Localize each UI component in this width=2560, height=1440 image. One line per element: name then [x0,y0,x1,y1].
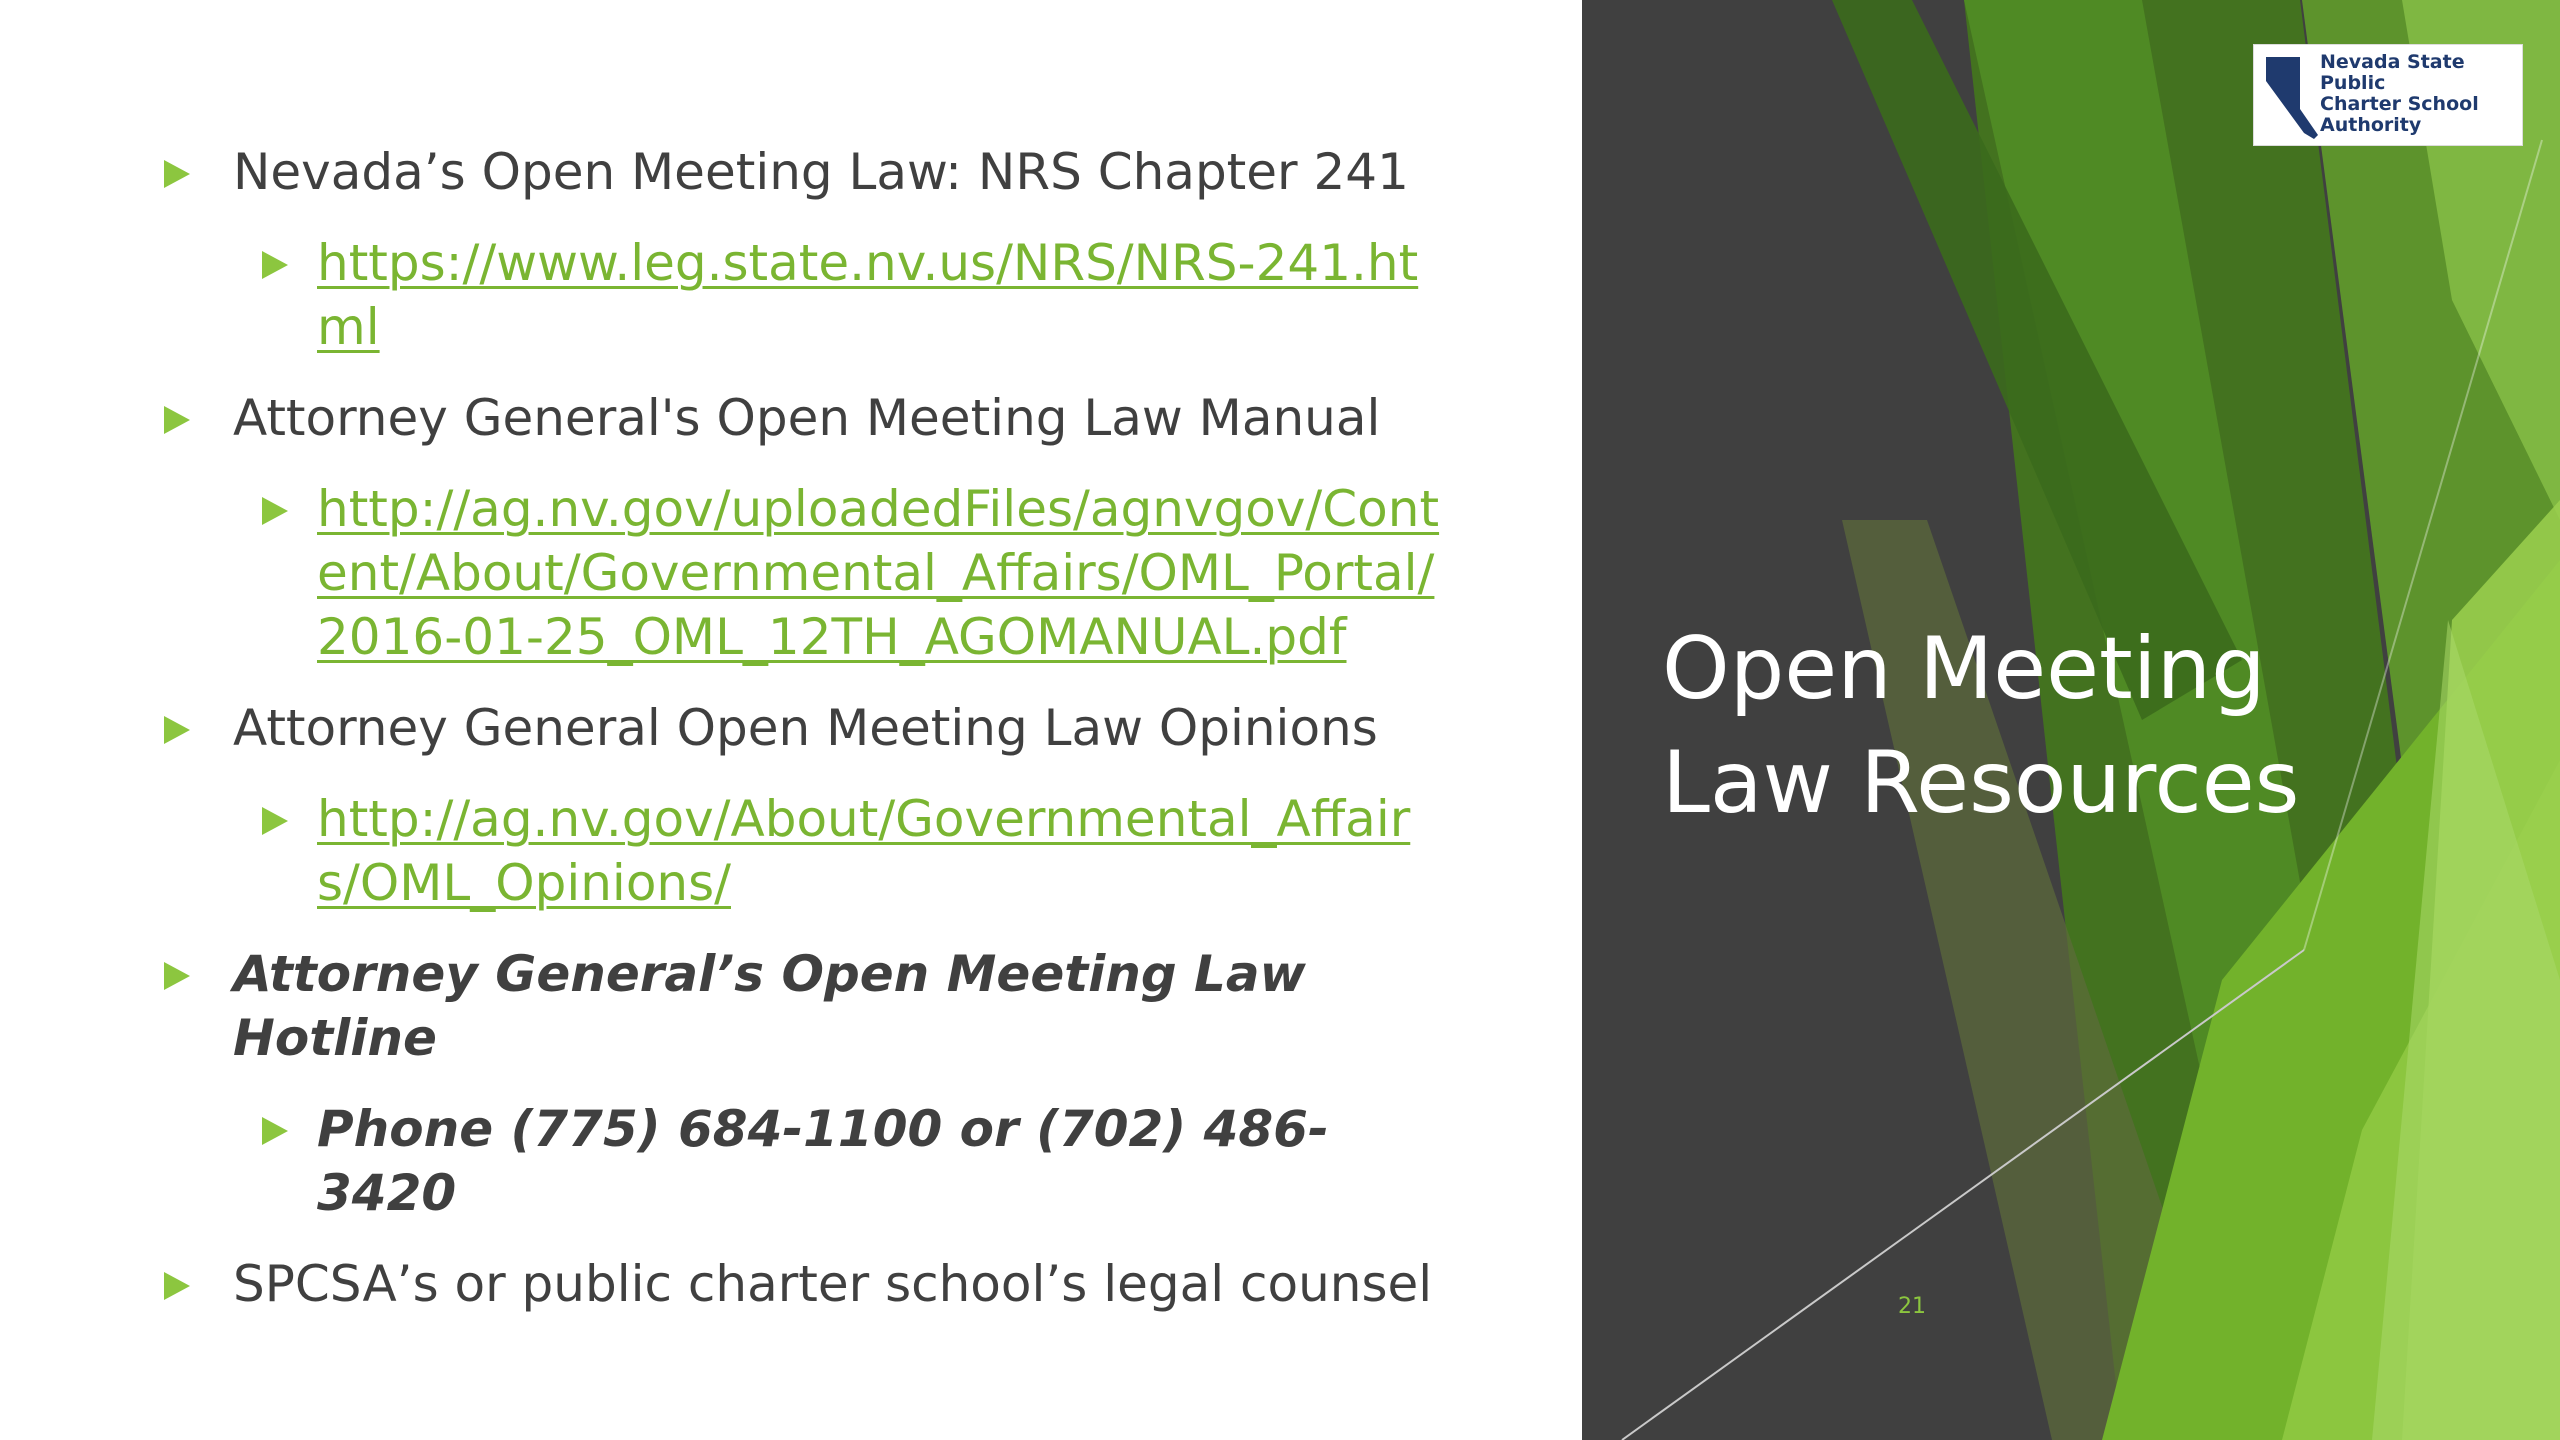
nevada-state-outline-icon [2262,51,2324,141]
bullet-text: Nevada’s Open Meeting Law: NRS Chapter 241 [233,143,1409,201]
bullet-manual-link [160,477,1450,669]
logo-line: Nevada State Public [2320,51,2465,94]
bullet-text: Attorney General's Open Meeting Law Manual [233,389,1381,447]
phone-numbers: Phone (775) 684-1100 or (702) 486-3420 [317,1100,1329,1222]
triangle-right-icon [164,406,190,434]
bullet-nevada-oml [160,140,1450,204]
bullet-ag-opinions [160,696,1450,760]
triangle-right-icon [164,160,190,188]
slide-number: 21 [1898,1294,1926,1319]
triangle-right-icon [164,716,190,744]
triangle-right-icon [164,962,190,990]
bullet-list [160,140,1450,1316]
slide-title [1662,612,2422,840]
triangle-right-icon [262,807,288,835]
bullet-ag-manual [160,386,1450,450]
logo-line: Authority [2320,114,2422,136]
ag-opinions-link[interactable]: http://ag.nv.gov/About/Governmental_Affairs/OML_Opinions/ [317,790,1411,912]
ag-manual-link[interactable]: http://ag.nv.gov/uploadedFiles/agnvgov/Content/About/Governmental_Affairs/OML_Portal/2016-01-25_OML_12TH_AGOMANUAL.pdf [317,480,1440,666]
bullet-legal-counsel [160,1252,1450,1316]
title-line: Law Resources [1662,733,2300,833]
bullet-nrs-link [160,231,1450,359]
triangle-right-icon [262,497,288,525]
nrs-241-link[interactable]: https://www.leg.state.nv.us/NRS/NRS-241.html [317,234,1419,356]
bullet-text: Attorney General’s Open Meeting Law Hotline [233,945,1306,1067]
logo-line: Charter School [2320,93,2479,115]
triangle-right-icon [262,1117,288,1145]
bullet-ag-hotline [160,942,1450,1070]
bullet-text: Attorney General Open Meeting Law Opinions [233,699,1378,757]
triangle-right-icon [164,1272,190,1300]
bullet-text: SPCSA’s or public charter school’s legal counsel [233,1255,1433,1313]
spcsa-logo [2253,44,2523,146]
triangle-right-icon [262,251,288,279]
logo-text [2320,52,2520,136]
bullet-opinions-link [160,787,1450,915]
bullet-phone [160,1097,1450,1225]
title-line: Open Meeting [1662,619,2266,719]
